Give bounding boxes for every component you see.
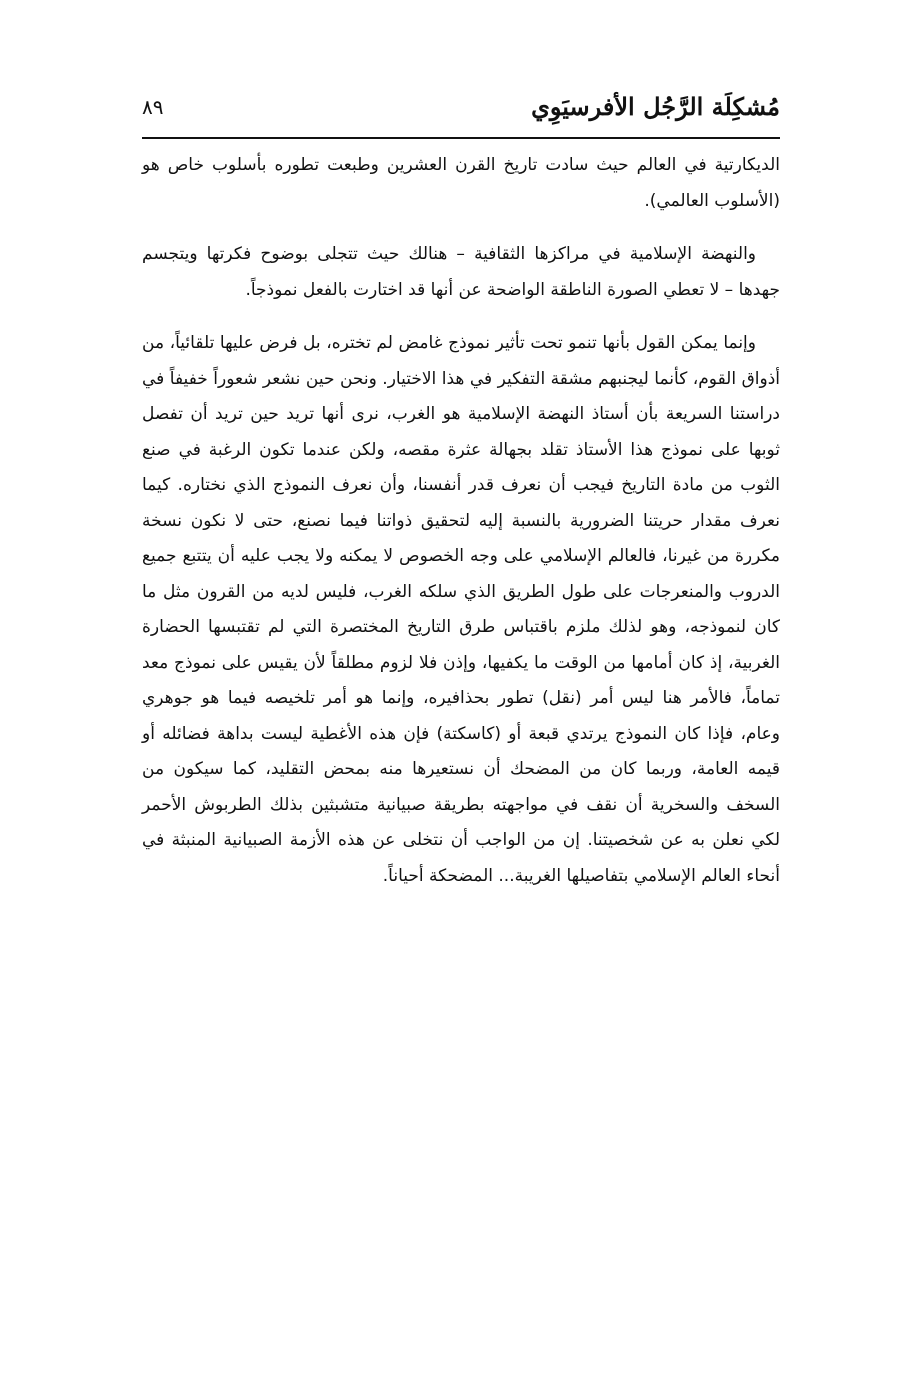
header-divider bbox=[142, 137, 780, 139]
paragraph-2: والنهضة الإسلامية في مراكزها الثقافية – هنالك حيث تتجلى بوضوح فكرتها ويتجسم جهدها – لا تعطي الصورة الناطقة الواضحة عن أنها قد اختارت بالفعل نموذجاً. bbox=[142, 244, 780, 300]
paragraph-1: الديكارتية في العالم حيث سادت تاريخ القرن العشرين وطبعت تطوره بأسلوب خاص هو (الأسلوب العالمي). bbox=[142, 155, 780, 211]
running-header bbox=[142, 84, 780, 136]
paragraph-3: وإنما يمكن القول بأنها تنمو تحت تأثير نموذج غامض لم تختره، بل فرض عليها تلقائياً، من أذواق القوم، كأنما ليجنبهم مشقة التفكير في هذا الاختيار. ونحن حين نشعر شعوراً خفيفاً في دراستنا السريعة بأن أستاذ النهضة الإسلامية هو الغرب، نرى أنها تريد حين تريد أن تفصل ثوبها على نموذج هذا الأستاذ تقلد بجهالة عثرة مقصه، ولكن عندما تكون الرغبة في صنع الثوب من مادة التاريخ فيجب أن نعرف قدر أنفسنا، وأن نعرف النموذج الذي نختاره. كيما نعرف مقدار حريتنا الضرورية بالنسبة إليه لتحقيق ذواتنا فيما نصنع، حتى لا نكون نسخة مكررة من غيرنا، فالعالم الإسلامي على وجه الخصوص لا يمكنه ولا يجب عليه أن يتتبع جميع الدروب والمنعرجات على طول الطريق الذي سلكه الغرب، فليس لديه من القرون مثل ما كان لنموذجه، وهو لذلك ملزم باقتباس طرق التاريخ المختصرة التي لم تقتبسها الحضارة الغربية، إذ كان أمامها من الوقت ما يكفيها، وإذن فلا لزوم مطلقاً لأن يقيس على نموذج معد تماماً، فالأمر هنا ليس أمر (نقل) تطور بحذافيره، وإنما هو أمر تلخيصه فيما هو جوهري وعام، فإذا كان النموذج يرتدي قبعة أو (كاسكتة) فإن هذه الأغطية ليست بداهة فضائله أو قيمه العامة، وربما كان من المضحك أن نستعيرها منه بمحض التقليد، كما سيكون من السخف والسخرية أن نقف في مواجهته بطريقة صبيانية متشبثين بذلك الطربوش الأحمر لكي نعلن به عن شخصيتنا. إن من الواجب أن نتخلى عن هذه الأزمة الصبيانية المنبثة في أنحاء العالم الإسلامي بتفاصيلها الغريبة... المضحكة أحياناً. bbox=[142, 333, 780, 886]
paragraph-gap bbox=[142, 219, 780, 237]
page-body bbox=[142, 148, 780, 894]
book-title: مُشكِلَة الرَّجُل الأفرسيَوِي bbox=[531, 92, 780, 121]
paragraph-gap bbox=[142, 308, 780, 326]
page-number: ٨٩ bbox=[142, 95, 164, 119]
